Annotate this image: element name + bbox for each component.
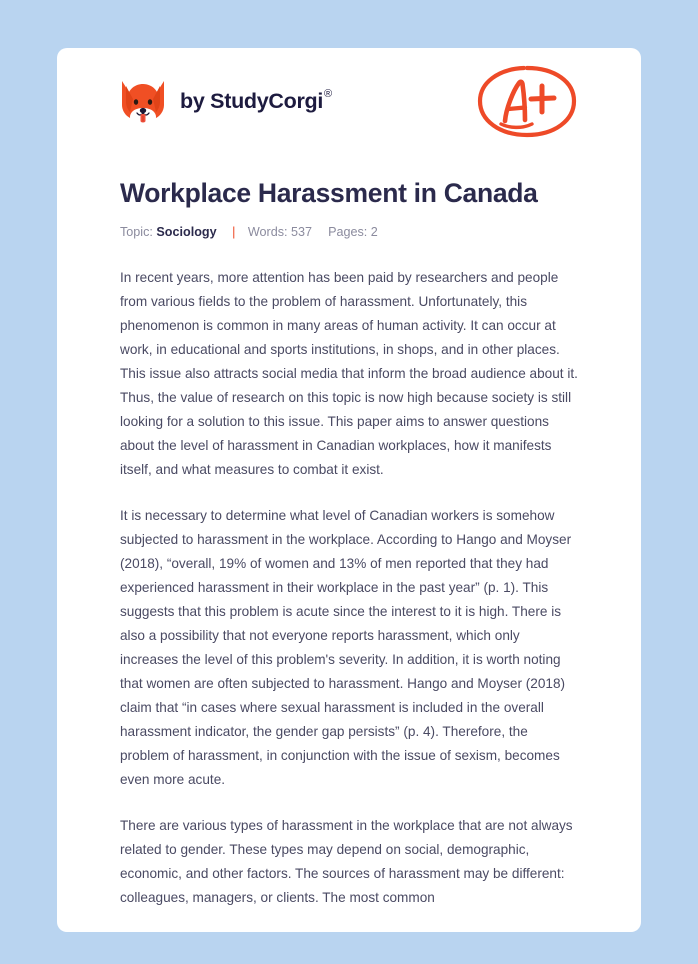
registered-trademark-icon: ® <box>324 88 332 101</box>
meta-topic-label: Topic: <box>120 224 153 239</box>
brand-prefix: by <box>180 89 211 114</box>
meta-words-value: 537 <box>291 224 313 239</box>
a-plus-circled-icon <box>475 62 579 142</box>
meta-separator: | <box>232 224 236 239</box>
meta-words-label: Words: <box>247 224 288 239</box>
meta-topic-value[interactable]: Sociology <box>156 224 217 239</box>
paragraph: In recent years, more attention has been paid by researchers and people from various fields to the problem of harassment. Unfortunately, this phenomenon is common in many areas of human activity. It can occur at work, in educational and sports institutions, in shops, and in other places. This issue also attracts social media that inform the broad audience about it. Thus, the value of research on this topic is now high because society is still looking for a solution to this issue. This paper aims to answer questions about the level of harassment in Canadian workplaces, how it manifests itself, and what measures to combat it exist. <box>120 270 578 478</box>
document-header <box>120 48 579 152</box>
meta-pages-label: Pages: <box>328 224 368 239</box>
studycorgi-brand[interactable] <box>120 78 331 126</box>
document-body <box>120 266 579 910</box>
corgi-face-icon <box>120 78 166 126</box>
document-meta <box>120 224 579 240</box>
meta-pages-value: 2 <box>370 224 378 239</box>
page-title: Workplace Harassment in Canada <box>120 178 538 208</box>
paragraph: It is necessary to determine what level of Canadian workers is somehow subjected to harassment in the workplace. According to Hango and Moyser (2018), “overall, 19% of women and 13% of men reported that they had experienced harassment in their workplace in the past year” (p. 1). This suggests that this problem is acute since the interest to it is high. There is also a possibility that not everyone reports harassment, which only increases the level of this problem's severity. In addition, it is worth noting that women are often subjected to harassment. Hango and Moyser (2018) claim that “in cases where sexual harassment is included in the overall harassment indicator, the gender gap persists” (p. 4). Therefore, the problem of harassment, in conjunction with the issue of sexism, becomes even more acute. <box>120 508 572 788</box>
brand-name: StudyCorgi <box>210 89 324 114</box>
document-page-sheet <box>57 48 641 932</box>
brand-wordmark <box>180 88 332 114</box>
paragraph: There are various types of harassment in the workplace that are not always related to gender. These types may depend on social, demographic, economic, and other factors. The sources of harassment may be different: colleagues, managers, or clients. The most common <box>120 818 573 906</box>
